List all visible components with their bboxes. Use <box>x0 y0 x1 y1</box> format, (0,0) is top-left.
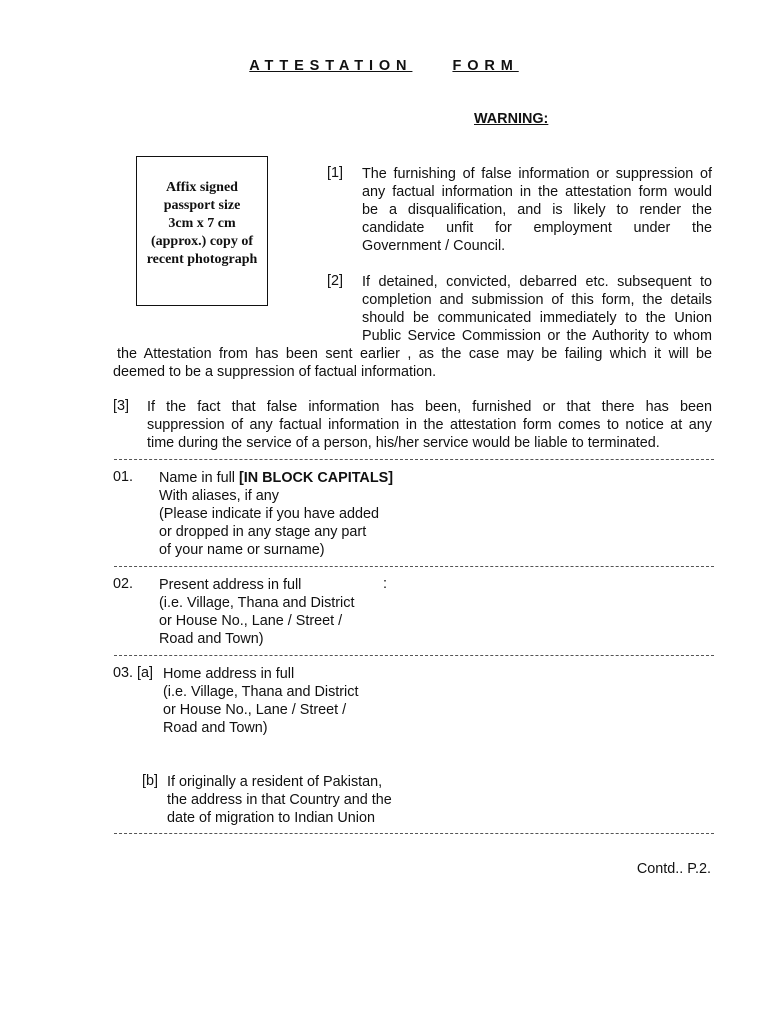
warning-1-number: [1] <box>327 165 343 181</box>
item-03a-label-text: Home address in full <box>163 666 295 682</box>
item-01-label-text: Name in full <box>159 470 239 486</box>
form-title <box>0 58 768 74</box>
item-03a-line: Road and Town) <box>163 720 268 736</box>
warning-1-text <box>362 165 712 255</box>
photo-box-line: 3cm x 7 cm <box>168 216 236 231</box>
item-03a-label <box>163 665 358 737</box>
photo-box-line: recent photograph <box>146 252 258 267</box>
item-01-line: With aliases, if any <box>159 488 279 504</box>
section-divider <box>114 459 714 460</box>
warning-3-line: If the fact that false information has been, furnished or that there has been <box>147 399 712 415</box>
item-01-line: (Please indicate if you have added <box>159 506 380 522</box>
item-02-number: 02. <box>113 576 134 592</box>
section-divider <box>114 833 714 834</box>
warning-1-line: be a disqualification, and is likely to render the <box>362 202 712 218</box>
warning-2-text-top <box>362 273 712 345</box>
item-03a-line: (i.e. Village, Thana and District <box>163 684 359 700</box>
item-01-line: of your name or surname) <box>159 542 325 558</box>
item-03b-number: [b] <box>142 773 158 789</box>
warning-2-number: [2] <box>327 273 343 289</box>
warning-2-text-bottom <box>113 345 712 381</box>
item-01-line: or dropped in any stage any part <box>159 524 367 540</box>
warning-2-line: deemed to be a suppression of factual information. <box>113 364 437 380</box>
photo-box-line: passport size <box>163 198 241 213</box>
item-01-number: 01. <box>113 469 134 485</box>
photo-placeholder-box <box>136 156 268 306</box>
warning-1-line: any factual information in the attestation form would <box>362 184 712 200</box>
warning-3-line: suppression of any factual information in the attestation form comes to notice at any <box>147 417 712 433</box>
item-02-line: Road and Town) <box>159 631 264 647</box>
warning-1-line: Government / Council. <box>362 238 506 254</box>
continued-note: Contd.. P.2. <box>636 861 711 877</box>
warning-2-line: completion and submission of this form, the details <box>362 292 712 308</box>
item-02-line: (i.e. Village, Thana and District <box>159 595 355 611</box>
item-03b-label-text: If originally a resident of Pakistan, <box>167 774 383 790</box>
section-divider <box>114 566 714 567</box>
item-03b-label <box>167 773 392 827</box>
item-03a-line: or House No., Lane / Street / <box>163 702 347 718</box>
warning-3-line: time during the service of a person, his/her service would be liable to terminated. <box>147 435 660 451</box>
item-03a-number: 03. [a] <box>113 665 154 681</box>
warning-3-text <box>147 398 712 452</box>
item-02-line: or House No., Lane / Street / <box>159 613 343 629</box>
item-03b-line: date of migration to Indian Union <box>167 810 375 826</box>
item-02-colon: : <box>383 576 387 592</box>
item-02-label-text: Present address in full <box>159 577 302 593</box>
section-divider <box>114 655 714 656</box>
warning-2-line: the Attestation from has been sent earlier , as the case may be failing which it will be <box>117 346 712 362</box>
warning-2-line: Public Service Commission or the Authority to whom <box>362 328 712 344</box>
item-01-label-bold: [IN BLOCK CAPITALS] <box>238 470 394 486</box>
warning-1-line: The furnishing of false information or suppression of <box>362 166 712 182</box>
warning-2-line: should be communicated immediately to the Union <box>362 310 712 326</box>
warning-1-line: candidate unfit for employment under the <box>362 220 712 236</box>
item-03b-line: the address in that Country and the <box>167 792 392 808</box>
title-word-attestation: ATTESTATION <box>249 58 413 74</box>
warning-3-number: [3] <box>113 398 129 414</box>
photo-box-line: (approx.) copy of <box>150 234 254 249</box>
photo-box-line: Affix signed <box>166 180 238 195</box>
item-01-label <box>159 469 393 559</box>
warning-2-line: If detained, convicted, debarred etc. subsequent to <box>362 274 712 290</box>
title-word-form: FORM <box>452 58 519 74</box>
item-02-label <box>159 576 354 648</box>
warning-heading: WARNING: <box>474 111 549 127</box>
